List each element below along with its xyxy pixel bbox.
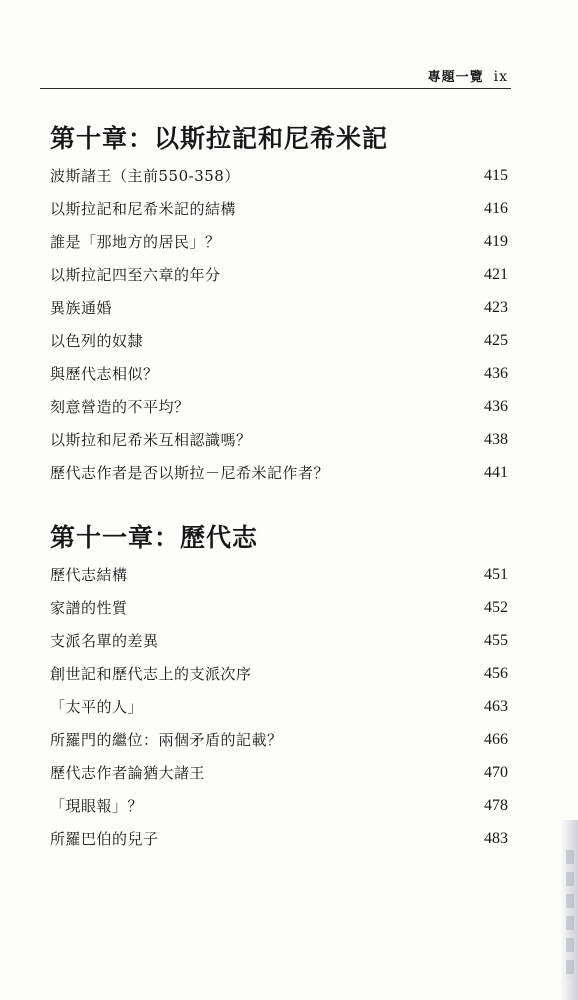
entry-title: 以斯拉記和尼希米記的結構 xyxy=(50,200,237,218)
entry-title: 以斯拉記四至六章的年分 xyxy=(50,266,221,284)
entry-title: 「太平的人」 xyxy=(50,698,144,716)
entry-title: 支派名單的差異 xyxy=(50,632,159,650)
toc-entry[interactable] xyxy=(50,558,508,591)
toc-entry[interactable] xyxy=(50,390,508,423)
toc-entry[interactable] xyxy=(50,456,508,489)
entry-page-number: 470 xyxy=(484,763,508,781)
entry-page-number: 478 xyxy=(484,796,508,814)
entry-page-number: 456 xyxy=(484,664,508,682)
entry-title: 所羅巴伯的兒子 xyxy=(50,830,159,848)
entry-page-number: 451 xyxy=(484,565,508,583)
toc-entry[interactable] xyxy=(50,258,508,291)
toc-entry[interactable] xyxy=(50,657,508,690)
entry-page-number: 425 xyxy=(484,331,508,349)
toc-entry[interactable] xyxy=(50,225,508,258)
entry-title: 異族通婚 xyxy=(50,299,113,317)
toc-entry[interactable] xyxy=(50,723,508,756)
toc-entry[interactable] xyxy=(50,624,508,657)
entry-page-number: 416 xyxy=(484,199,508,217)
header-rule xyxy=(40,88,511,89)
entry-page-number: 463 xyxy=(484,697,508,715)
entry-title: 以斯拉和尼希米互相認識嗎？ xyxy=(50,431,252,449)
entry-page-number: 483 xyxy=(484,829,508,847)
entry-page-number: 441 xyxy=(484,463,508,481)
entry-title: 以色列的奴隸 xyxy=(50,332,144,350)
entry-list xyxy=(50,558,508,855)
entry-title: 誰是「那地方的居民」？ xyxy=(50,233,221,251)
toc-entry[interactable] xyxy=(50,756,508,789)
toc-entry[interactable] xyxy=(50,789,508,822)
chapter-title: 第十一章：歷代志 xyxy=(50,523,259,552)
entry-page-number: 438 xyxy=(484,430,508,448)
entry-title: 與歷代志相似？ xyxy=(50,365,159,383)
entry-title: 家譜的性質 xyxy=(50,599,128,617)
toc-entry[interactable] xyxy=(50,357,508,390)
entry-title: 歷代志作者論猶大諸王 xyxy=(50,764,206,782)
running-header-title: 專題一覽 xyxy=(427,70,484,85)
entry-title: 歷代志作者是否以斯拉－尼希米記作者？ xyxy=(50,464,330,482)
entry-title: 波斯諸王（主前550-358） xyxy=(50,167,240,185)
toc-entry[interactable] xyxy=(50,591,508,624)
entry-page-number: 423 xyxy=(484,298,508,316)
entry-page-number: 452 xyxy=(484,598,508,616)
running-header xyxy=(428,66,508,85)
entry-title: 刻意營造的不平均？ xyxy=(50,398,190,416)
toc-entry[interactable] xyxy=(50,324,508,357)
chapter-title: 第十章：以斯拉記和尼希米記 xyxy=(50,124,389,153)
entry-page-number: 419 xyxy=(484,232,508,250)
entry-page-number: 436 xyxy=(484,364,508,382)
entry-title: 歷代志結構 xyxy=(50,566,128,584)
entry-title: 創世記和歷代志上的支派次序 xyxy=(50,665,252,683)
entry-title: 「現眼報」？ xyxy=(50,797,144,815)
toc-entry[interactable] xyxy=(50,291,508,324)
entry-title: 所羅門的繼位：兩個矛盾的記載？ xyxy=(50,731,283,749)
page-number: ix xyxy=(493,69,508,85)
toc-entry[interactable] xyxy=(50,690,508,723)
entry-page-number: 436 xyxy=(484,397,508,415)
entry-page-number: 421 xyxy=(484,265,508,283)
entry-list xyxy=(50,159,508,489)
entry-page-number: 415 xyxy=(484,166,508,184)
scan-edge-bleed xyxy=(566,850,574,980)
toc-entry[interactable] xyxy=(50,159,508,192)
chapter-section-11 xyxy=(50,520,508,855)
toc-entry[interactable] xyxy=(50,192,508,225)
toc-entry[interactable] xyxy=(50,822,508,855)
entry-page-number: 466 xyxy=(484,730,508,748)
chapter-section-10 xyxy=(50,121,508,489)
entry-page-number: 455 xyxy=(484,631,508,649)
toc-entry[interactable] xyxy=(50,423,508,456)
